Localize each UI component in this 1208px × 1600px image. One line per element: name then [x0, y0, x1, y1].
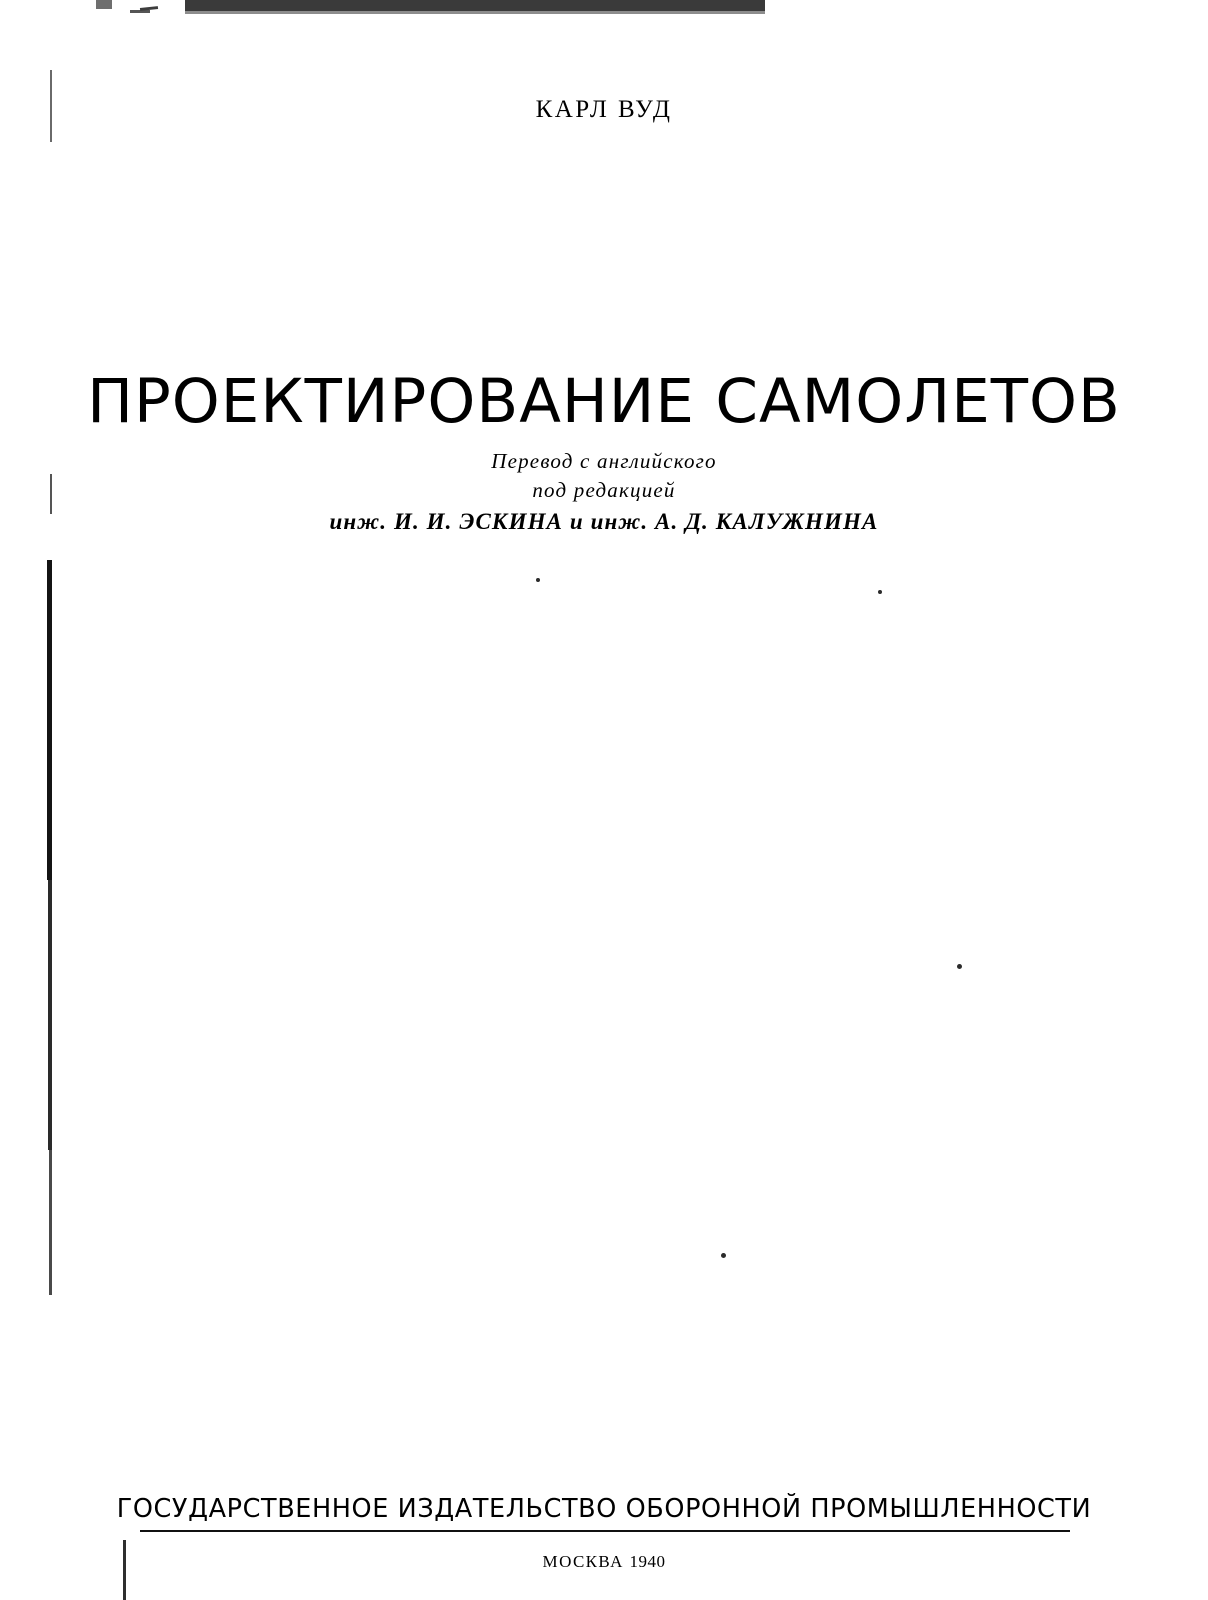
scan-speck: [878, 590, 882, 594]
imprint-year: 1940: [629, 1552, 666, 1571]
scan-binding-edge-line: [48, 880, 52, 1150]
translation-credits: [0, 447, 1208, 539]
imprint: [0, 1552, 1208, 1572]
scan-edge-artifact-top: [185, 0, 765, 11]
imprint-city: МОСКВА: [542, 1552, 624, 1571]
scan-speck: [721, 1253, 726, 1258]
scan-edge-artifact-top-shadow: [185, 11, 765, 14]
page-title: ПРОЕКТИРОВАНИЕ САМОЛЕТОВ: [87, 365, 1121, 437]
scan-binding-edge-line: [49, 1150, 52, 1295]
scan-speck: [957, 964, 962, 969]
scan-speck: [536, 578, 540, 582]
publisher-divider: [140, 1530, 1070, 1532]
edited-by-line: под редакцией: [532, 478, 676, 502]
scan-corner-smudge: [96, 0, 112, 9]
book-author: КАРЛ ВУД: [535, 96, 673, 123]
scan-binding-edge-line: [47, 560, 52, 880]
translation-note-line: Перевод с английского: [491, 449, 717, 473]
editors-names: инж. И. И. ЭСКИНА и инж. А. Д. КАЛУЖНИНА: [329, 509, 879, 534]
publisher-name: ГОСУДАРСТВЕННОЕ ИЗДАТЕЛЬСТВО ОБОРОННОЙ ПРОМЫШЛЕННОСТИ: [116, 1494, 1092, 1524]
